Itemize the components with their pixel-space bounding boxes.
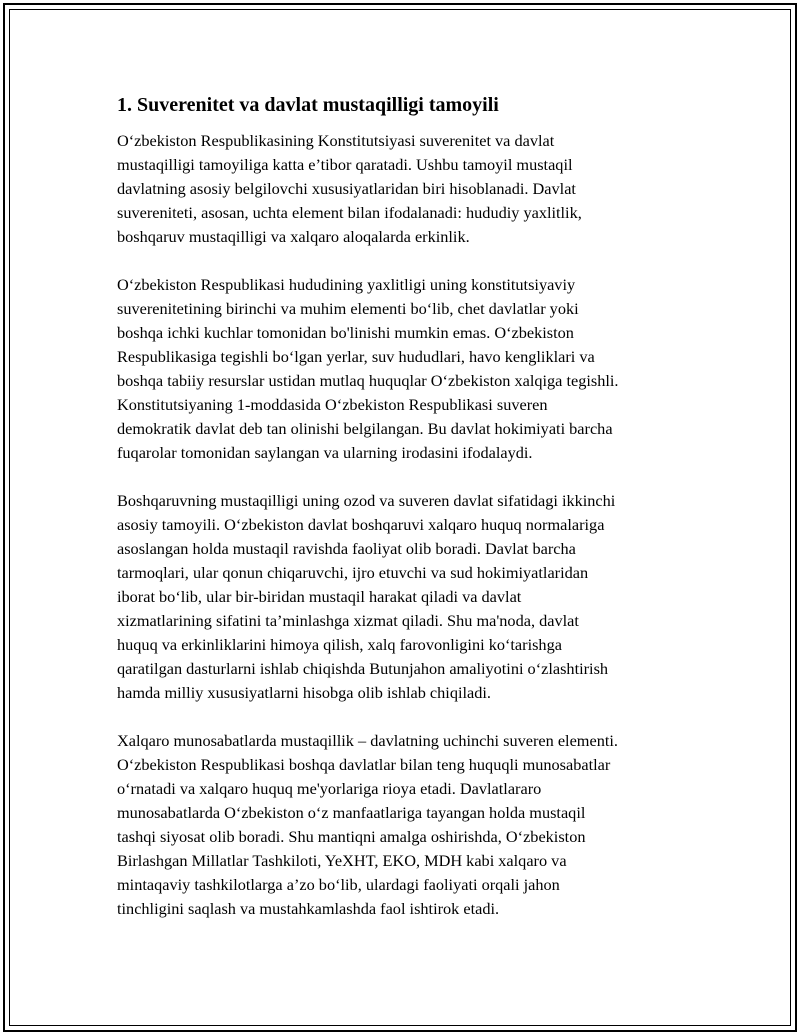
- section-heading: 1. Suverenitet va davlat mustaqilligi tamoyili: [117, 94, 499, 116]
- text-line: demokratik davlat deb tan olinishi belgilangan. Bu davlat hokimiyati barcha: [117, 419, 613, 438]
- text-line: qaratilgan dasturlarni ishlab chiqishda Butunjahon amaliyotini o‘zlashtirish: [117, 659, 609, 678]
- paragraph-3: [117, 489, 717, 705]
- text-line: Birlashgan Millatlar Tashkiloti, YeXHT, EKO, MDH kabi xalqaro va: [117, 851, 567, 870]
- text-line: boshqaruv mustaqilligi va xalqaro aloqalarda erkinlik.: [117, 227, 470, 246]
- text-line: boshqa ichki kuchlar tomonidan bo'linishi mumkin emas. O‘zbekiston: [117, 323, 574, 342]
- text-line: mustaqilligi tamoyiliga katta e’tibor qaratadi. Ushbu tamoyil mustaqil: [117, 155, 573, 174]
- text-line: huquq va erkinliklarini himoya qilish, xalq farovonligini ko‘tarishga: [117, 635, 562, 654]
- text-line: O‘zbekiston Respublikasi hududining yaxlitligi uning konstitutsiyaviy: [117, 275, 576, 294]
- text-line: hamda milliy xususiyatlarni hisobga olib ishlab chiqiladi.: [117, 683, 491, 702]
- text-line: davlatning asosiy belgilovchi xususiyatlaridan biri hisoblanadi. Davlat: [117, 179, 576, 198]
- text-line: Boshqaruvning mustaqilligi uning ozod va suveren davlat sifatidagi ikkinchi: [117, 491, 616, 510]
- body-text: [117, 129, 717, 921]
- text-line: munosabatlarda O‘zbekiston o‘z manfaatlariga tayangan holda mustaqil: [117, 803, 586, 822]
- text-line: fuqarolar tomonidan saylangan va ularning irodasini ifodalaydi.: [117, 443, 533, 462]
- text-line: asoslangan holda mustaqil ravishda faoliyat olib boradi. Davlat barcha: [117, 539, 576, 558]
- text-line: Respublikasiga tegishli bo‘lgan yerlar, suv hududlari, havo kengliklari va: [117, 347, 595, 366]
- text-line: tinchligini saqlash va mustahkamlashda faol ishtirok etadi.: [117, 899, 500, 918]
- text-line: xizmatlarining sifatini ta’minlashga xizmat qiladi. Shu ma'noda, davlat: [117, 611, 579, 630]
- paragraph-4: [117, 729, 717, 921]
- paragraph-2: [117, 273, 717, 465]
- text-line: boshqa tabiiy resurslar ustidan mutlaq huquqlar O‘zbekiston xalqiga tegishli.: [117, 371, 619, 390]
- text-line: O‘zbekiston Respublikasining Konstitutsiyasi suverenitet va davlat: [117, 131, 555, 150]
- text-line: mintaqaviy tashkilotlarga a’zo bo‘lib, ulardagi faoliyati orqali jahon: [117, 875, 560, 894]
- text-line: o‘rnatadi va xalqaro huquq me'yorlariga rioya etadi. Davlatlararo: [117, 779, 542, 798]
- text-line: suverenitetining birinchi va muhim elementi bo‘lib, chet davlatlar yoki: [117, 299, 579, 318]
- text-line: tashqi siyosat olib boradi. Shu mantiqni amalga oshirishda, O‘zbekiston: [117, 827, 586, 846]
- text-line: Konstitutsiyaning 1-moddasida O‘zbekiston Respublikasi suveren: [117, 395, 548, 414]
- text-line: asosiy tamoyili. O‘zbekiston davlat boshqaruvi xalqaro huquq normalariga: [117, 515, 605, 534]
- text-line: suvereniteti, asosan, uchta element bilan ifodalanadi: hududiy yaxlitlik,: [117, 203, 582, 222]
- document-page: [117, 91, 717, 945]
- text-line: O‘zbekiston Respublikasi boshqa davlatlar bilan teng huquqli munosabatlar: [117, 755, 611, 774]
- text-line: tarmoqlari, ular qonun chiqaruvchi, ijro etuvchi va sud hokimiyatlaridan: [117, 563, 589, 582]
- text-line: Xalqaro munosabatlarda mustaqillik – davlatning uchinchi suveren elementi.: [117, 731, 618, 750]
- paragraph-1: [117, 129, 717, 249]
- text-line: iborat bo‘lib, ular bir-biridan mustaqil harakat qiladi va davlat: [117, 587, 522, 606]
